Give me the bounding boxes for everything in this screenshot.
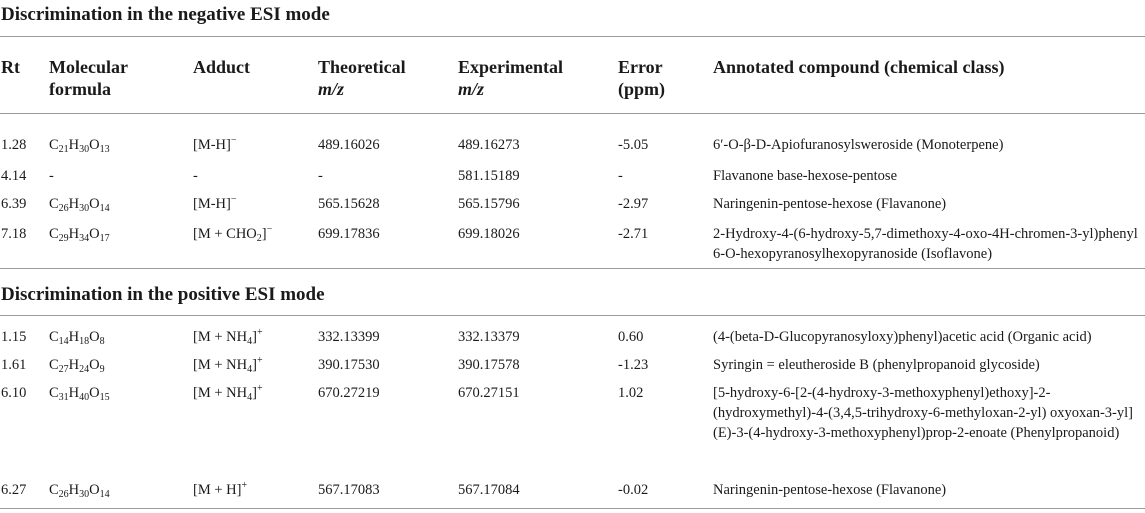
molecular-formula-part: 13 (99, 144, 110, 155)
molecular-formula-part: H (68, 329, 80, 345)
header-rt: Rt (1, 57, 20, 77)
molecular-formula-part: C (49, 482, 59, 498)
adduct-part: [M + NH (193, 385, 248, 401)
cell-experimental: 670.27151 (458, 385, 520, 401)
molecular-formula-part: 18 (79, 336, 90, 347)
rule-header (0, 113, 1145, 114)
section-title-positive: Discrimination in the positive ESI mode (1, 284, 325, 305)
adduct (193, 385, 263, 401)
cell-adduct (193, 135, 237, 155)
cell-formula (49, 355, 105, 375)
molecular-formula-part: H (68, 357, 80, 373)
molecular-formula-part: C (49, 357, 59, 373)
adduct (193, 357, 263, 373)
molecular-formula-part: 14 (99, 489, 110, 500)
header-theoretical-line2: m/z (318, 79, 345, 99)
molecular-formula-part: 27 (58, 364, 69, 375)
cell-formula (49, 166, 54, 186)
rule-top (0, 36, 1145, 37)
adduct-part: 4 (247, 336, 253, 347)
cell-rt: 6.10 (1, 385, 27, 401)
molecular-formula-part: O (89, 226, 100, 242)
cell-formula (49, 194, 110, 214)
cell-error: -0.02 (618, 482, 649, 498)
header-error-line1: Error (618, 57, 663, 77)
rule-bottom (0, 508, 1145, 509)
cell-adduct (193, 194, 237, 214)
molecular-formula-part: O (89, 329, 100, 345)
molecular-formula-part: 14 (58, 336, 69, 347)
adduct (193, 329, 263, 345)
molecular-formula-part: C (49, 137, 59, 153)
adduct (193, 196, 237, 212)
molecular-formula-part: 29 (58, 233, 69, 244)
cell-theoretical: 567.17083 (318, 482, 380, 498)
cell-formula (49, 383, 110, 403)
cell-experimental: 332.13379 (458, 329, 520, 345)
cell-adduct (193, 355, 263, 375)
molecular-formula-part: 9 (99, 364, 105, 375)
header-adduct: Adduct (193, 57, 251, 77)
molecular-formula-part: - (49, 168, 54, 184)
molecular-formula-part: 30 (79, 489, 90, 500)
cell-experimental: 489.16273 (458, 137, 520, 153)
molecular-formula-part: 26 (58, 203, 69, 214)
molecular-formula-part: 8 (99, 336, 105, 347)
cell-formula (49, 224, 110, 244)
cell-rt: 4.14 (1, 168, 27, 184)
cell-compound: Flavanone base-hexose-pentose (713, 168, 898, 184)
cell-error: -2.97 (618, 196, 649, 212)
cell-rt: 6.27 (1, 482, 27, 498)
cell-compound: Naringenin-pentose-hexose (Flavanone) (713, 482, 947, 498)
cell-adduct (193, 224, 272, 244)
cell-adduct (193, 327, 263, 347)
cell-formula (49, 135, 110, 155)
cell-compound: Syringin = eleutheroside B (phenylpropanoid glycoside) (713, 357, 1040, 373)
header-experimental (458, 56, 563, 100)
header-formula-line1: Molecular (49, 57, 128, 77)
adduct-part: 4 (247, 392, 253, 403)
adduct-part: ] (261, 226, 267, 242)
molecular-formula-part: O (89, 196, 100, 212)
cell-experimental: 567.17084 (458, 482, 520, 498)
adduct-part: ] (252, 357, 257, 373)
adduct-part: + (256, 355, 263, 366)
molecular-formula-part: H (68, 482, 80, 498)
molecular-formula (49, 482, 110, 498)
molecular-formula (49, 329, 105, 345)
header-formula-line2: formula (49, 79, 111, 99)
cell-theoretical: 390.17530 (318, 357, 380, 373)
cell-adduct (193, 383, 263, 403)
molecular-formula-part: H (68, 196, 80, 212)
header-experimental-line2: m/z (458, 79, 485, 99)
adduct-part: ] (252, 385, 257, 401)
cell-experimental: 581.15189 (458, 168, 520, 184)
adduct-part: [M + NH (193, 357, 248, 373)
cell-compound: 2-Hydroxy-4-(6-hydroxy-5,7-dimethoxy-4-oxo-4H-chromen-3-yl)phenyl 6-O-hexopyranosylhexopyranoside (Isoflavone) (713, 226, 1138, 262)
header-theoretical (318, 56, 406, 100)
cell-rt: 7.18 (1, 226, 27, 242)
cell-rt: 1.15 (1, 329, 27, 345)
rule-section (0, 268, 1145, 269)
cell-compound: (4-(beta-D-Glucopyranosyloxy)phenyl)acetic acid (Organic acid) (713, 329, 1092, 345)
header-error-line2: (ppm) (618, 79, 666, 99)
cell-error: -2.71 (618, 226, 649, 242)
adduct-part: [M + NH (193, 329, 248, 345)
adduct-part: 2 (256, 233, 262, 244)
cell-error: -1.23 (618, 357, 649, 373)
adduct-part: + (256, 327, 263, 338)
adduct (193, 226, 272, 242)
adduct-part: + (241, 480, 248, 491)
cell-compound: [5-hydroxy-6-[2-(4-hydroxy-3-methoxyphenyl)ethoxy]-2-(hydroxymethyl)-4-(3,4,5-trihydroxy-6-methyloxan-2-yl) oxyoxan-3-yl] (E)-3-(4-hydroxy-3-methoxyphenyl)prop-2-enoate (Phenylpropanoid) (713, 385, 1133, 441)
cell-experimental: 565.15796 (458, 196, 520, 212)
cell-formula (49, 327, 105, 347)
molecular-formula (49, 196, 110, 212)
molecular-formula-part: H (68, 385, 80, 401)
adduct (193, 168, 198, 184)
molecular-formula-part: O (89, 482, 100, 498)
molecular-formula-part: 31 (58, 392, 69, 403)
molecular-formula-part: H (68, 137, 80, 153)
molecular-formula-part: 14 (99, 203, 110, 214)
molecular-formula-part: C (49, 196, 59, 212)
cell-adduct (193, 480, 247, 500)
adduct-part: [M-H] (193, 137, 231, 153)
molecular-formula (49, 168, 54, 184)
adduct-part: − (230, 135, 237, 146)
adduct-part: [M-H] (193, 196, 231, 212)
cell-theoretical: 332.13399 (318, 329, 380, 345)
adduct (193, 137, 237, 153)
cell-rt: 1.28 (1, 137, 27, 153)
molecular-formula-part: O (89, 385, 100, 401)
molecular-formula (49, 385, 110, 401)
cell-compound: Naringenin-pentose-hexose (Flavanone) (713, 196, 947, 212)
adduct-part: ] (252, 329, 257, 345)
adduct-part: [M + H] (193, 482, 242, 498)
cell-theoretical: 489.16026 (318, 137, 380, 153)
cell-formula (49, 480, 110, 500)
molecular-formula-part: 24 (79, 364, 90, 375)
molecular-formula-part: 15 (99, 392, 110, 403)
adduct-part: [M + CHO (193, 226, 257, 242)
cell-error: 0.60 (618, 329, 644, 345)
cell-error: 1.02 (618, 385, 644, 401)
molecular-formula-part: 40 (79, 392, 90, 403)
adduct-part: − (266, 224, 273, 235)
cell-adduct (193, 166, 198, 186)
molecular-formula-part: 30 (79, 144, 90, 155)
cell-compound: 6′-O-β-D-Apiofuranosylsweroside (Monoterpene) (713, 137, 1004, 153)
cell-theoretical: - (318, 168, 323, 184)
molecular-formula-part: 34 (79, 233, 90, 244)
cell-error: - (618, 168, 623, 184)
header-theoretical-line1: Theoretical (318, 57, 406, 77)
adduct-part: 4 (247, 364, 253, 375)
molecular-formula-part: 21 (58, 144, 69, 155)
header-experimental-line1: Experimental (458, 57, 563, 77)
cell-error: -5.05 (618, 137, 649, 153)
molecular-formula-part: C (49, 226, 59, 242)
adduct-part: - (193, 168, 198, 184)
adduct-part: − (230, 194, 237, 205)
molecular-formula-part: O (89, 357, 100, 373)
cell-theoretical: 565.15628 (318, 196, 380, 212)
rule-section-bottom (0, 315, 1145, 316)
molecular-formula-part: 17 (99, 233, 110, 244)
molecular-formula (49, 357, 105, 373)
molecular-formula (49, 137, 110, 153)
molecular-formula-part: 30 (79, 203, 90, 214)
header-compound: Annotated compound (chemical class) (713, 57, 1005, 77)
molecular-formula-part: H (68, 226, 80, 242)
cell-experimental: 699.18026 (458, 226, 520, 242)
molecular-formula-part: C (49, 385, 59, 401)
section-title-negative: Discrimination in the negative ESI mode (1, 4, 330, 25)
cell-theoretical: 670.27219 (318, 385, 380, 401)
header-error (618, 56, 665, 100)
adduct-part: + (256, 383, 263, 394)
molecular-formula (49, 226, 110, 242)
molecular-formula-part: 26 (58, 489, 69, 500)
adduct (193, 482, 247, 498)
cell-theoretical: 699.17836 (318, 226, 380, 242)
molecular-formula-part: C (49, 329, 59, 345)
molecular-formula-part: O (89, 137, 100, 153)
header-formula (49, 56, 128, 100)
cell-rt: 1.61 (1, 357, 27, 373)
cell-experimental: 390.17578 (458, 357, 520, 373)
cell-rt: 6.39 (1, 196, 27, 212)
